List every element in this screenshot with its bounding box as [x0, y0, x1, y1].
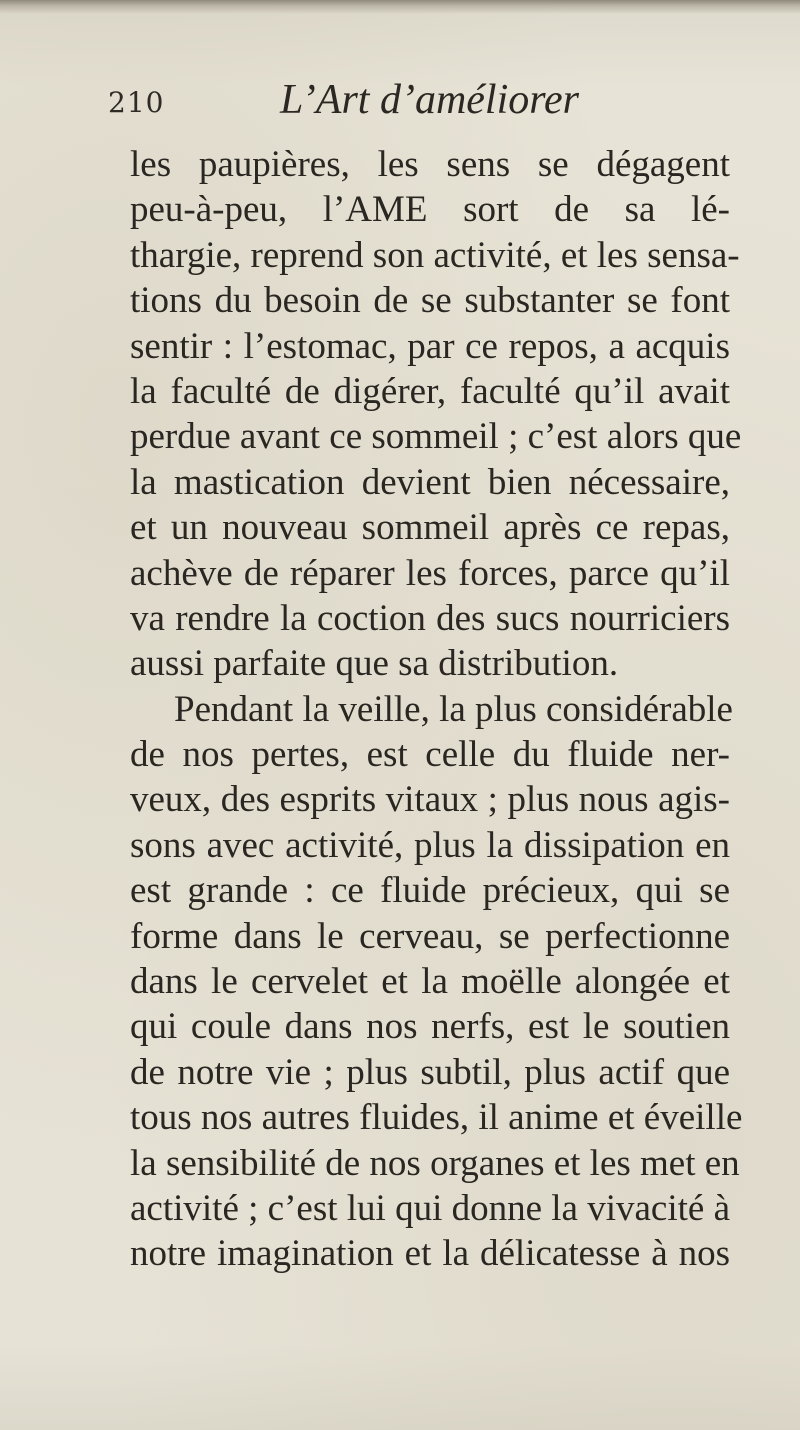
- text-line: les paupières, les sens se dégagent: [130, 144, 730, 185]
- text-line: veux, des esprits vitaux ; plus nous agis-: [130, 779, 730, 821]
- text-line: la faculté de digérer, faculté qu’il avait: [130, 370, 730, 412]
- text-line: la sensibilité de nos organes et les met en: [130, 1142, 740, 1184]
- text-line: va rendre la coction des sucs nourriciers: [130, 597, 730, 639]
- text-line: tous nos autres fluides, il anime et éveille: [130, 1097, 743, 1139]
- page-top-edge: [0, 0, 800, 14]
- text-line: tions du besoin de se substanter se font: [130, 280, 730, 322]
- text-line: forme dans le cerveau, se perfectionne: [130, 915, 730, 957]
- text-line: sentir : l’estomac, par ce repos, a acquis: [130, 325, 730, 367]
- text-line: notre imagination et la délicatesse à nos: [130, 1233, 730, 1275]
- text-line: sons avec activité, plus la dissipation en: [130, 824, 730, 866]
- text-line: de notre vie ; plus subtil, plus actif que: [130, 1051, 730, 1093]
- text-line: activité ; c’est lui qui donne la vivacité à: [130, 1187, 731, 1229]
- text-line: de nos pertes, est celle du fluide ner-: [130, 734, 730, 776]
- text-line: est grande : ce fluide précieux, qui se: [130, 870, 730, 912]
- body-text: [130, 142, 743, 1277]
- running-title: L’Art d’améliorer: [280, 77, 580, 123]
- text-line: la mastication devient bien nécessaire,: [130, 461, 730, 503]
- paragraph-end-line: aussi parfaite que sa distribution.: [130, 643, 619, 685]
- text-line: et un nouveau sommeil après ce repas,: [130, 507, 730, 549]
- page-header: [108, 76, 728, 136]
- text-line: perdue avant ce sommeil ; c’est alors que: [130, 416, 742, 458]
- text-line: qui coule dans nos nerfs, est le soutien: [130, 1006, 730, 1048]
- text-line: thargie, reprend son activité, et les sensa-: [130, 234, 740, 276]
- page-number: 210: [108, 86, 165, 119]
- text-line: peu-à-peu, l’AME sort de sa lé-: [130, 189, 730, 231]
- text-line: dans le cervelet et la moëlle alongée et: [130, 961, 730, 1003]
- paragraph-start-line: Pendant la veille, la plus considérable: [174, 688, 733, 730]
- text-line: achève de réparer les forces, parce qu’il: [130, 552, 730, 594]
